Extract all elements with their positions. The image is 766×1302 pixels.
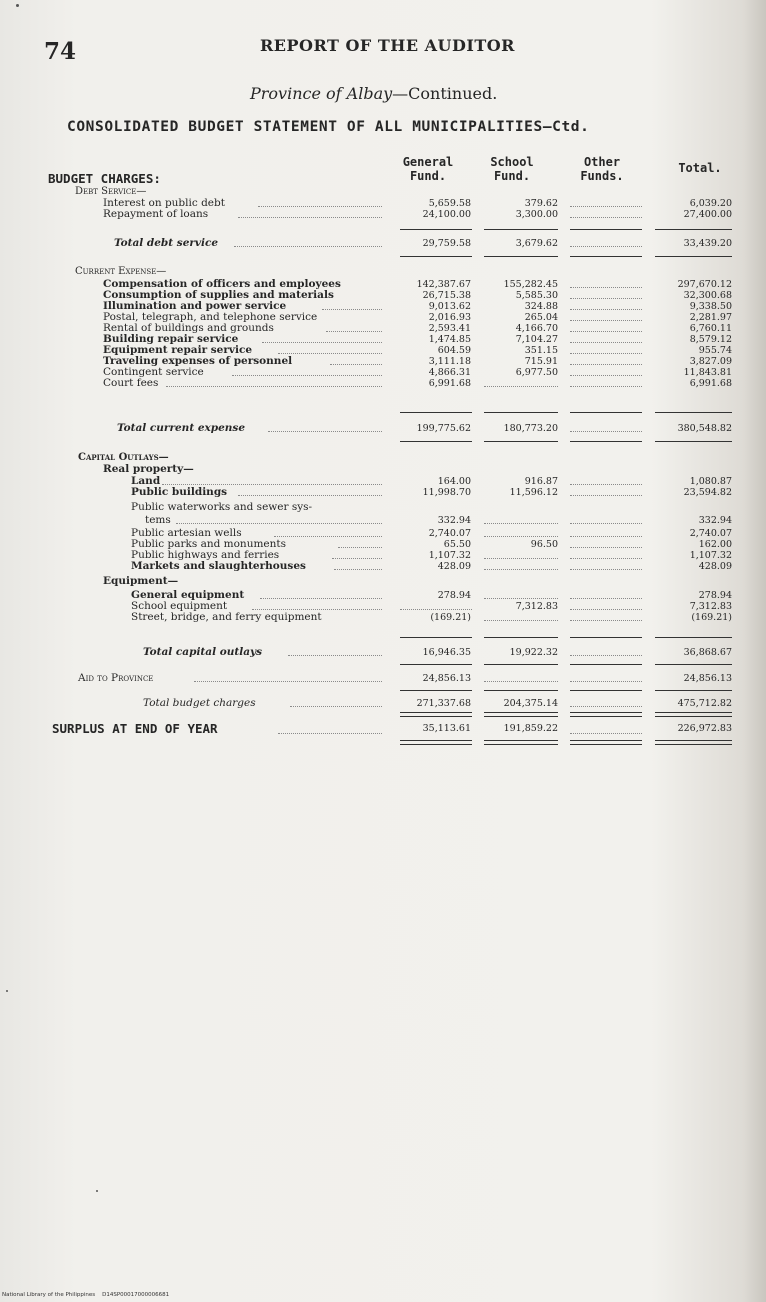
- table-row: Public highways and ferries 1,107.32 1,107.32: [131, 549, 732, 561]
- table-row-total: Total current expense 199,775.62 180,773.20 380,548.82: [117, 422, 732, 434]
- table-row: Consumption of supplies and materials 26,715.38 5,585.30 32,300.68: [103, 289, 732, 301]
- scan-footer: National Library of the Philippines D14SP00017000006681: [2, 1292, 170, 1298]
- table-row: Interest on public debt 5,659.58 379.62 6,039.20: [103, 197, 732, 209]
- table-row-total: Total budget charges 271,337.68 204,375.14 475,712.82: [143, 697, 732, 709]
- table-row-label-line: Public waterworks and sewer sys-: [131, 501, 313, 513]
- table-row: Land 164.00 916.87 1,080.87: [131, 475, 732, 487]
- province-name: Province of Albay: [250, 84, 393, 103]
- table-row: Public artesian wells 2,740.07 2,740.07: [131, 527, 732, 539]
- speck: [96, 1190, 98, 1192]
- table-row: Public parks and monuments 65.50 96.50 162.00: [131, 538, 732, 550]
- table-row: Repayment of loans 24,100.00 3,300.00 27,400.00: [103, 208, 732, 220]
- section-heading: BUDGET CHARGES:: [48, 171, 161, 186]
- speck: [16, 4, 19, 7]
- table-row: Aid to Province 24,856.13 24,856.13: [78, 672, 732, 684]
- table-row: Traveling expenses of personnel 3,111.18 715.91 3,827.09: [103, 355, 732, 367]
- table-row: Court fees 6,991.68 6,991.68: [103, 377, 732, 389]
- table-row: Markets and slaughterhouses 428.09 428.09: [131, 560, 732, 572]
- table-row: Postal, telegraph, and telephone service 2,016.93 265.04 2,281.97: [103, 311, 732, 323]
- running-head: REPORT OF THE AUDITOR: [260, 36, 515, 55]
- table-row: Equipment repair service 604.59 351.15 955.74: [103, 344, 732, 356]
- table-row: Compensation of officers and employees 142,387.67 155,282.45 297,670.12: [103, 278, 732, 290]
- table-row-total: Total debt service 29,759.58 3,679.62 33,439.20: [114, 237, 732, 249]
- table-row-surplus: SURPLUS AT END OF YEAR 35,113.61 191,859.22 226,972.83: [52, 721, 732, 736]
- subsection-heading: Capital Outlays—: [78, 452, 169, 463]
- table-row-total: Total capital outlays 16,946.35 19,922.32 36,868.67: [143, 646, 732, 658]
- table-row: School equipment 7,312.83 7,312.83: [131, 600, 732, 612]
- table-row: General equipment 278.94 278.94: [131, 589, 732, 601]
- table-row: tems 332.94 332.94: [145, 514, 732, 526]
- group-heading: Real property—: [103, 463, 194, 475]
- table-row: Rental of buildings and grounds 2,593.41 4,166.70 6,760.11: [103, 322, 732, 334]
- table-row: Public buildings 11,998.70 11,596.12 23,594.82: [131, 486, 732, 498]
- page-number: 74: [44, 38, 77, 65]
- speck: [6, 990, 8, 992]
- province-subtitle: [250, 84, 497, 103]
- column-header-total: Total.: [678, 161, 722, 175]
- column-header-school: School Fund.: [490, 155, 534, 183]
- table-row: Contingent service 4,866.31 6,977.50 11,843.81: [103, 366, 732, 378]
- province-continued: —Continued.: [392, 84, 498, 103]
- column-header-general: General Fund.: [402, 155, 454, 183]
- group-heading: Equipment—: [103, 575, 179, 587]
- subsection-heading: Current Expense—: [75, 266, 167, 277]
- statement-title: CONSOLIDATED BUDGET STATEMENT OF ALL MUNICIPALITIES—Ctd.: [67, 119, 590, 135]
- table-row: Street, bridge, and ferry equipment (169.21) (169.21): [131, 611, 732, 623]
- table-row: Building repair service 1,474.85 7,104.27 8,579.12: [103, 333, 732, 345]
- table-row: Illumination and power service 9,013.62 324.88 9,338.50: [103, 300, 732, 312]
- subsection-heading: Debt Service—: [75, 186, 147, 197]
- column-header-other: Other Funds.: [580, 155, 624, 183]
